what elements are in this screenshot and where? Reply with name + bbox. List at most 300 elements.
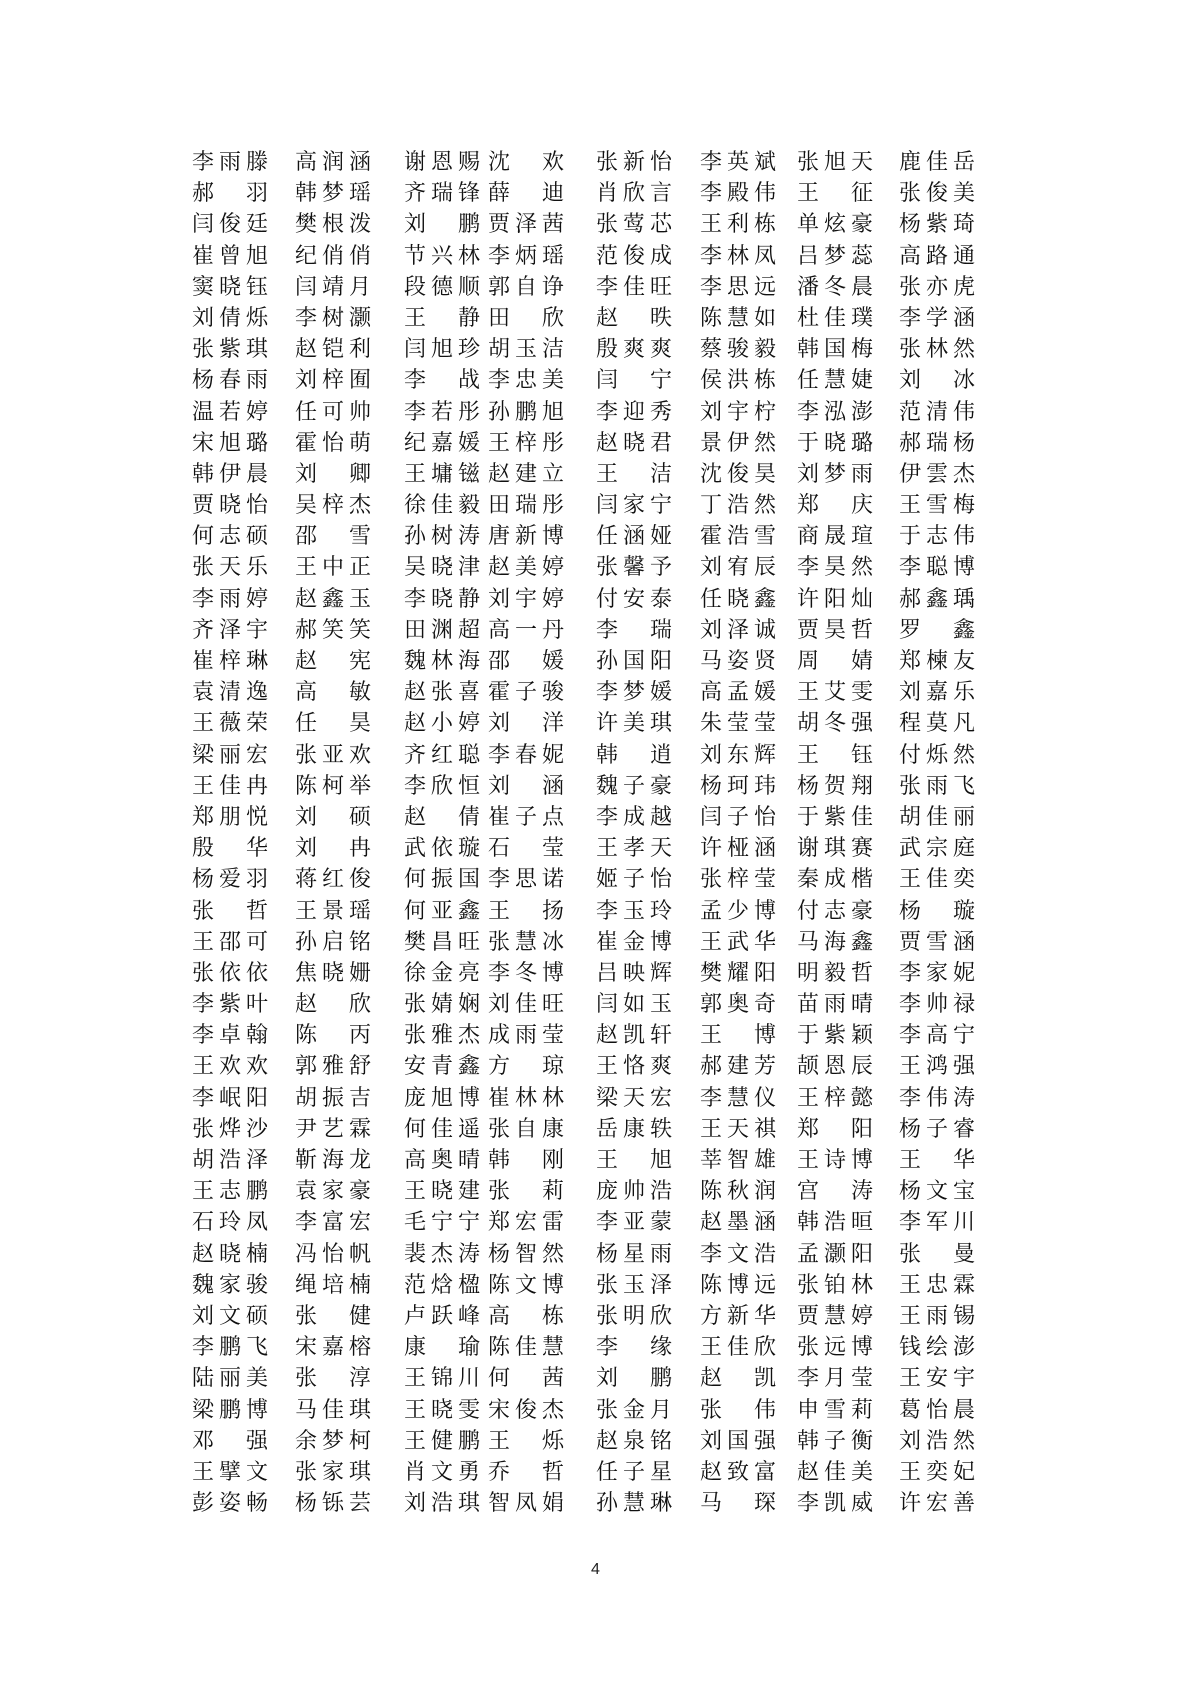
name-entry: 成 雨 莹 <box>488 1023 564 1049</box>
name-entry: 李 春 妮 <box>488 742 564 768</box>
name-entry: 任 可 帅 <box>295 399 371 425</box>
name-row <box>192 1395 1027 1426</box>
name-entry: 李 亚 蒙 <box>596 1210 672 1236</box>
name-entry: 陆 丽 美 <box>192 1366 268 1392</box>
name-entry: 节 兴 林 <box>404 243 480 269</box>
name-entry: 张 金 月 <box>596 1397 672 1423</box>
name-entry: 于 紫 颖 <box>797 1023 873 1049</box>
name-entry: 张 莉 <box>488 1179 564 1205</box>
name-entry: 刘 嘉 乐 <box>899 680 975 706</box>
name-entry: 乔 哲 <box>488 1459 564 1485</box>
name-row <box>192 1301 1027 1332</box>
name-entry: 申 雪 莉 <box>797 1397 873 1423</box>
name-entry: 刘 梦 雨 <box>797 461 873 487</box>
name-entry: 张 亚 欢 <box>295 742 371 768</box>
name-entry: 王 锦 川 <box>404 1366 480 1392</box>
name-entry: 许 桠 涵 <box>700 836 776 862</box>
name-entry: 李 泓 澎 <box>797 399 873 425</box>
name-entry: 马 佳 琪 <box>295 1397 371 1423</box>
name-entry: 何 振 国 <box>404 867 480 893</box>
name-entry: 蔡 骏 毅 <box>700 337 776 363</box>
name-entry: 杨 贺 翔 <box>797 773 873 799</box>
name-entry: 尹 艺 霖 <box>295 1116 371 1142</box>
name-entry: 李 思 远 <box>700 274 776 300</box>
name-entry: 张 淳 <box>295 1366 371 1392</box>
name-entry: 吕 映 辉 <box>596 960 672 986</box>
name-entry: 王 孝 天 <box>596 836 672 862</box>
name-entry: 郭 雅 舒 <box>295 1054 371 1080</box>
name-entry: 刘 冉 <box>295 836 371 862</box>
name-entry: 付 烁 然 <box>899 742 975 768</box>
name-row <box>192 708 1027 739</box>
name-row <box>192 1363 1027 1394</box>
name-entry: 郝 建 芳 <box>700 1054 776 1080</box>
name-entry: 张 烨 沙 <box>192 1116 268 1142</box>
name-row <box>192 740 1027 771</box>
name-entry: 刘 鹏 <box>596 1366 672 1392</box>
page-number: 4 <box>591 1561 600 1578</box>
name-entry: 李 冬 博 <box>488 960 564 986</box>
name-entry: 绳 培 楠 <box>295 1272 371 1298</box>
name-entry: 王 静 <box>404 305 480 331</box>
name-entry: 崔 林 林 <box>488 1085 564 1111</box>
name-entry: 姬 子 怡 <box>596 867 672 893</box>
name-entry: 方 新 华 <box>700 1303 776 1329</box>
name-entry: 谢 琪 赛 <box>797 836 873 862</box>
name-entry: 任 慧 婕 <box>797 368 873 394</box>
name-entry: 陈 丙 <box>295 1023 371 1049</box>
name-entry: 赵 凯 轩 <box>596 1023 672 1049</box>
name-row <box>192 1083 1027 1114</box>
name-entry: 景 伊 然 <box>700 430 776 456</box>
name-entry: 肖 欣 言 <box>596 181 672 207</box>
name-entry: 贾 慧 婷 <box>797 1303 873 1329</box>
name-entry: 唐 新 博 <box>488 524 564 550</box>
name-entry: 许 美 琪 <box>596 711 672 737</box>
name-row <box>192 303 1027 334</box>
name-entry: 赵 美 婷 <box>488 555 564 581</box>
name-entry: 任 子 星 <box>596 1459 672 1485</box>
name-entry: 商 晟 瑄 <box>797 524 873 550</box>
name-entry: 胡 玉 洁 <box>488 337 564 363</box>
name-entry: 刘 宇 婷 <box>488 586 564 612</box>
name-entry: 张 莺 芯 <box>596 212 672 238</box>
name-row <box>192 1020 1027 1051</box>
name-entry: 陈 博 远 <box>700 1272 776 1298</box>
name-entry: 王 安 宇 <box>899 1366 975 1392</box>
name-row <box>192 1051 1027 1082</box>
name-entry: 宫 涛 <box>797 1179 873 1205</box>
name-entry: 许 宏 善 <box>899 1491 975 1517</box>
name-entry: 李 炳 瑶 <box>488 243 564 269</box>
name-entry: 张 哲 <box>192 898 268 924</box>
name-entry: 何 亚 鑫 <box>404 898 480 924</box>
name-entry: 任 昊 <box>295 711 371 737</box>
name-entry: 许 阳 灿 <box>797 586 873 612</box>
name-entry: 田 欣 <box>488 305 564 331</box>
name-entry: 王 晓 建 <box>404 1179 480 1205</box>
name-entry: 蒋 红 俊 <box>295 867 371 893</box>
name-entry: 李 忠 美 <box>488 368 564 394</box>
name-entry: 李 家 妮 <box>899 960 975 986</box>
name-entry: 宋 嘉 榕 <box>295 1335 371 1361</box>
name-entry: 石 莹 <box>488 836 564 862</box>
name-entry: 李 若 彤 <box>404 399 480 425</box>
name-entry: 贾 昊 哲 <box>797 617 873 643</box>
name-entry: 郝 羽 <box>192 181 268 207</box>
name-entry: 杜 佳 璞 <box>797 305 873 331</box>
name-entry: 安 青 鑫 <box>404 1054 480 1080</box>
name-entry: 李 雨 婷 <box>192 586 268 612</box>
name-entry: 焦 晓 姗 <box>295 960 371 986</box>
name-entry: 孟 灏 阳 <box>797 1241 873 1267</box>
name-entry: 刘 鹏 <box>404 212 480 238</box>
name-row <box>192 552 1027 583</box>
name-entry: 李 慧 仪 <box>700 1085 776 1111</box>
name-entry: 李 学 涵 <box>899 305 975 331</box>
name-entry: 杨 文 宝 <box>899 1179 975 1205</box>
name-row <box>192 1114 1027 1145</box>
name-entry: 殷 爽 爽 <box>596 337 672 363</box>
name-entry: 李 迎 秀 <box>596 399 672 425</box>
name-entry: 张 明 欣 <box>596 1303 672 1329</box>
name-entry: 王 钰 <box>797 742 873 768</box>
name-entry: 张 雅 杰 <box>404 1023 480 1049</box>
name-entry: 闫 如 玉 <box>596 992 672 1018</box>
name-row <box>192 272 1027 303</box>
name-entry: 胡 佳 丽 <box>899 804 975 830</box>
name-entry: 张 依 依 <box>192 960 268 986</box>
name-entry: 梁 鹏 博 <box>192 1397 268 1423</box>
name-entry: 李 凯 威 <box>797 1491 873 1517</box>
name-entry: 何 佳 遥 <box>404 1116 480 1142</box>
name-entry: 石 玲 凤 <box>192 1210 268 1236</box>
name-entry: 王 景 瑶 <box>295 898 371 924</box>
name-entry: 伊 雲 杰 <box>899 461 975 487</box>
name-entry: 鹿 佳 岳 <box>899 150 975 175</box>
name-entry: 崔 金 博 <box>596 929 672 955</box>
name-row <box>192 864 1027 895</box>
name-entry: 张 亦 虎 <box>899 274 975 300</box>
name-row <box>192 209 1027 240</box>
name-entry: 苗 雨 晴 <box>797 992 873 1018</box>
name-entry: 王 恪 爽 <box>596 1054 672 1080</box>
name-row <box>192 833 1027 864</box>
name-entry: 何 茜 <box>488 1366 564 1392</box>
name-entry: 程 莫 凡 <box>899 711 975 737</box>
name-entry: 刘 浩 琪 <box>404 1491 480 1517</box>
name-entry: 武 依 璇 <box>404 836 480 862</box>
name-entry: 张 馨 予 <box>596 555 672 581</box>
name-entry: 明 毅 哲 <box>797 960 873 986</box>
name-row <box>192 241 1027 272</box>
name-entry: 李 聪 博 <box>899 555 975 581</box>
name-entry: 王 志 鹏 <box>192 1179 268 1205</box>
name-entry: 王 佳 欣 <box>700 1335 776 1361</box>
name-entry: 袁 家 豪 <box>295 1179 371 1205</box>
name-entry: 梁 丽 宏 <box>192 742 268 768</box>
name-entry: 赵 晓 君 <box>596 430 672 456</box>
name-entry: 岳 康 轶 <box>596 1116 672 1142</box>
name-entry: 纪 嘉 媛 <box>404 430 480 456</box>
name-entry: 孙 鹏 旭 <box>488 399 564 425</box>
name-entry: 李 玉 玲 <box>596 898 672 924</box>
name-entry: 李 缘 <box>596 1335 672 1361</box>
name-row <box>192 802 1027 833</box>
name-entry: 魏 家 骏 <box>192 1272 268 1298</box>
name-entry: 赵 铠 利 <box>295 337 371 363</box>
name-entry: 吴 晓 津 <box>404 555 480 581</box>
name-entry: 靳 海 龙 <box>295 1148 371 1173</box>
name-entry: 赵 小 婷 <box>404 711 480 737</box>
name-row <box>192 1332 1027 1363</box>
name-entry: 高 敏 <box>295 680 371 706</box>
name-entry: 张 新 怡 <box>596 150 672 175</box>
name-entry: 李 梦 媛 <box>596 680 672 706</box>
name-entry: 毛 宁 宁 <box>404 1210 480 1236</box>
name-row <box>192 896 1027 927</box>
name-entry: 刘 冰 <box>899 368 975 394</box>
name-entry: 庞 旭 博 <box>404 1085 480 1111</box>
name-entry: 王 利 栋 <box>700 212 776 238</box>
name-entry: 魏 林 海 <box>404 649 480 674</box>
name-entry: 朱 莹 莹 <box>700 711 776 737</box>
name-entry: 李 树 灏 <box>295 305 371 331</box>
name-entry: 王 忠 霖 <box>899 1272 975 1298</box>
name-entry: 张 紫 琪 <box>192 337 268 363</box>
name-entry: 赵 鑫 玉 <box>295 586 371 612</box>
name-entry: 邓 强 <box>192 1428 268 1454</box>
name-entry: 李 殿 伟 <box>700 181 776 207</box>
name-entry: 任 晓 鑫 <box>700 586 776 612</box>
name-row <box>192 147 1027 178</box>
name-entry: 方 琼 <box>488 1054 564 1080</box>
name-entry: 薛 迪 <box>488 181 564 207</box>
name-entry: 高 路 通 <box>899 243 975 269</box>
name-entry: 窦 晓 钰 <box>192 274 268 300</box>
name-entry: 殷 华 <box>192 836 268 862</box>
name-entry: 宋 旭 璐 <box>192 430 268 456</box>
name-entry: 张 旭 天 <box>797 150 873 175</box>
name-entry: 张 铂 林 <box>797 1272 873 1298</box>
name-entry: 杨 紫 琦 <box>899 212 975 238</box>
name-entry: 王 邵 可 <box>192 929 268 955</box>
name-entry: 孙 启 铭 <box>295 929 371 955</box>
name-entry: 刘 文 硕 <box>192 1303 268 1329</box>
name-entry: 赵 泉 铭 <box>596 1428 672 1454</box>
name-entry: 张 俊 美 <box>899 181 975 207</box>
name-entry: 郑 宏 雷 <box>488 1210 564 1236</box>
name-entry: 侯 洪 栋 <box>700 368 776 394</box>
name-entry: 王 洁 <box>596 461 672 487</box>
name-entry: 贾 泽 茜 <box>488 212 564 238</box>
name-entry: 闫 家 宁 <box>596 493 672 519</box>
name-entry: 张 雨 飞 <box>899 773 975 799</box>
name-entry: 王 烁 <box>488 1428 564 1454</box>
name-entry: 郑 庆 <box>797 493 873 519</box>
name-entry: 李 岷 阳 <box>192 1085 268 1111</box>
name-entry: 闫 旭 珍 <box>404 337 480 363</box>
name-entry: 刘 涵 <box>488 773 564 799</box>
name-entry: 武 宗 庭 <box>899 836 975 862</box>
name-entry: 杨 铄 芸 <box>295 1491 371 1517</box>
name-entry: 杨 春 雨 <box>192 368 268 394</box>
name-entry: 李 伟 涛 <box>899 1085 975 1111</box>
name-entry: 王 梓 懿 <box>797 1085 873 1111</box>
name-entry: 沈 欢 <box>488 150 564 175</box>
name-entry: 任 涵 娅 <box>596 524 672 550</box>
name-entry: 崔 曾 旭 <box>192 243 268 269</box>
name-row <box>192 989 1027 1020</box>
name-row <box>192 1270 1027 1301</box>
name-entry: 刘 泽 诚 <box>700 617 776 643</box>
name-entry: 王 佳 冉 <box>192 773 268 799</box>
name-entry: 马 姿 贤 <box>700 649 776 674</box>
name-entry: 何 志 硕 <box>192 524 268 550</box>
name-entry: 陈 佳 慧 <box>488 1335 564 1361</box>
name-entry: 贾 雪 涵 <box>899 929 975 955</box>
name-entry: 李 晓 静 <box>404 586 480 612</box>
name-entry: 杨 爱 羽 <box>192 867 268 893</box>
name-entry: 单 炫 豪 <box>797 212 873 238</box>
name-entry: 张 健 <box>295 1303 371 1329</box>
name-entry: 刘 宥 辰 <box>700 555 776 581</box>
name-entry: 卢 跃 峰 <box>404 1303 480 1329</box>
name-entry: 赵 倩 <box>404 804 480 830</box>
name-row <box>192 1488 1027 1519</box>
name-entry: 杨 子 睿 <box>899 1116 975 1142</box>
name-entry: 王 博 <box>700 1023 776 1049</box>
name-entry: 郑 楝 友 <box>899 649 975 674</box>
name-row <box>192 178 1027 209</box>
name-entry: 韩 逍 <box>596 742 672 768</box>
name-entry: 付 志 豪 <box>797 898 873 924</box>
name-entry: 张 梓 莹 <box>700 867 776 893</box>
name-entry: 刘 国 强 <box>700 1428 776 1454</box>
name-entry: 刘 佳 旺 <box>488 992 564 1018</box>
name-entry: 李 军 川 <box>899 1210 975 1236</box>
name-entry: 杨 珂 玮 <box>700 773 776 799</box>
name-row <box>192 584 1027 615</box>
name-entry: 齐 瑞 锋 <box>404 181 480 207</box>
name-entry: 王 武 华 <box>700 929 776 955</box>
name-entry: 罗 鑫 <box>899 617 975 643</box>
name-entry: 王 晓 雯 <box>404 1397 480 1423</box>
name-entry: 吕 梦 蕊 <box>797 243 873 269</box>
name-entry: 范 俊 成 <box>596 243 672 269</box>
name-entry: 王 征 <box>797 181 873 207</box>
name-entry: 赵 建 立 <box>488 461 564 487</box>
name-entry: 王 健 鹏 <box>404 1428 480 1454</box>
name-entry: 张 远 博 <box>797 1335 873 1361</box>
name-entry: 李 英 斌 <box>700 150 776 175</box>
name-entry: 陈 文 博 <box>488 1272 564 1298</box>
name-entry: 于 晓 璐 <box>797 430 873 456</box>
name-entry: 康 瑜 <box>404 1335 480 1361</box>
name-entry: 李 富 宏 <box>295 1210 371 1236</box>
name-row <box>192 677 1027 708</box>
name-entry: 梁 天 宏 <box>596 1085 672 1111</box>
name-entry: 王 奕 妃 <box>899 1459 975 1485</box>
name-entry: 樊 根 泼 <box>295 212 371 238</box>
name-entry: 刘 宇 柠 <box>700 399 776 425</box>
name-entry: 陈 柯 举 <box>295 773 371 799</box>
name-entry: 张 林 然 <box>899 337 975 363</box>
name-entry: 齐 泽 宇 <box>192 617 268 643</box>
name-entry: 张 曼 <box>899 1241 975 1267</box>
name-entry: 李 文 浩 <box>700 1241 776 1267</box>
name-entry: 崔 梓 琳 <box>192 649 268 674</box>
name-entry: 袁 清 逸 <box>192 680 268 706</box>
name-entry: 宋 俊 杰 <box>488 1397 564 1423</box>
name-entry: 肖 文 勇 <box>404 1459 480 1485</box>
name-row <box>192 1239 1027 1270</box>
name-row <box>192 1457 1027 1488</box>
name-entry: 李 战 <box>404 368 480 394</box>
name-entry: 段 德 顺 <box>404 274 480 300</box>
name-entry: 李 欣 恒 <box>404 773 480 799</box>
name-entry: 秦 成 楷 <box>797 867 873 893</box>
name-entry: 纪 俏 俏 <box>295 243 371 269</box>
name-entry: 王 诗 博 <box>797 1148 873 1173</box>
name-entry: 高 奥 晴 <box>404 1148 480 1173</box>
name-row <box>192 365 1027 396</box>
name-entry: 马 海 鑫 <box>797 929 873 955</box>
name-entry: 李 高 宁 <box>899 1023 975 1049</box>
name-entry: 邵 媛 <box>488 649 564 674</box>
name-entry: 李 卓 翰 <box>192 1023 268 1049</box>
name-row <box>192 1426 1027 1457</box>
name-entry: 李 鹏 飞 <box>192 1335 268 1361</box>
name-entry: 高 一 丹 <box>488 617 564 643</box>
name-entry: 丁 浩 然 <box>700 493 776 519</box>
name-entry: 张 自 康 <box>488 1116 564 1142</box>
name-entry: 贾 晓 怡 <box>192 493 268 519</box>
name-entry: 韩 刚 <box>488 1148 564 1173</box>
name-entry: 葛 怡 晨 <box>899 1397 975 1423</box>
name-entry: 高 栋 <box>488 1303 564 1329</box>
name-entry: 闫 靖 月 <box>295 274 371 300</box>
name-entry: 樊 昌 旺 <box>404 929 480 955</box>
name-entry: 钱 绘 澎 <box>899 1335 975 1361</box>
name-entry: 张 慧 冰 <box>488 929 564 955</box>
name-entry: 韩 子 衡 <box>797 1428 873 1454</box>
name-entry: 余 梦 柯 <box>295 1428 371 1454</box>
name-entry: 王 墉 镃 <box>404 461 480 487</box>
name-row <box>192 927 1027 958</box>
name-entry: 王 佳 奕 <box>899 867 975 893</box>
name-entry: 温 若 婷 <box>192 399 268 425</box>
name-entry: 陈 秋 润 <box>700 1179 776 1205</box>
name-entry: 王 中 正 <box>295 555 371 581</box>
name-entry: 孟 少 博 <box>700 898 776 924</box>
name-entry: 谢 恩 赐 <box>404 150 480 175</box>
name-entry: 王 雪 梅 <box>899 493 975 519</box>
name-entry: 赵 佳 美 <box>797 1459 873 1485</box>
name-entry: 徐 金 亮 <box>404 960 480 986</box>
name-entry: 胡 振 吉 <box>295 1085 371 1111</box>
name-entry: 杨 星 雨 <box>596 1241 672 1267</box>
name-entry: 杨 智 然 <box>488 1241 564 1267</box>
name-entry: 李 瑞 <box>596 617 672 643</box>
name-entry: 霍 怡 萌 <box>295 430 371 456</box>
name-entry: 李 雨 滕 <box>192 150 268 175</box>
name-row <box>192 521 1027 552</box>
name-entry: 孙 树 涛 <box>404 524 480 550</box>
name-entry: 沈 俊 昊 <box>700 461 776 487</box>
name-row <box>192 490 1027 521</box>
name-entry: 王 雨 锡 <box>899 1303 975 1329</box>
